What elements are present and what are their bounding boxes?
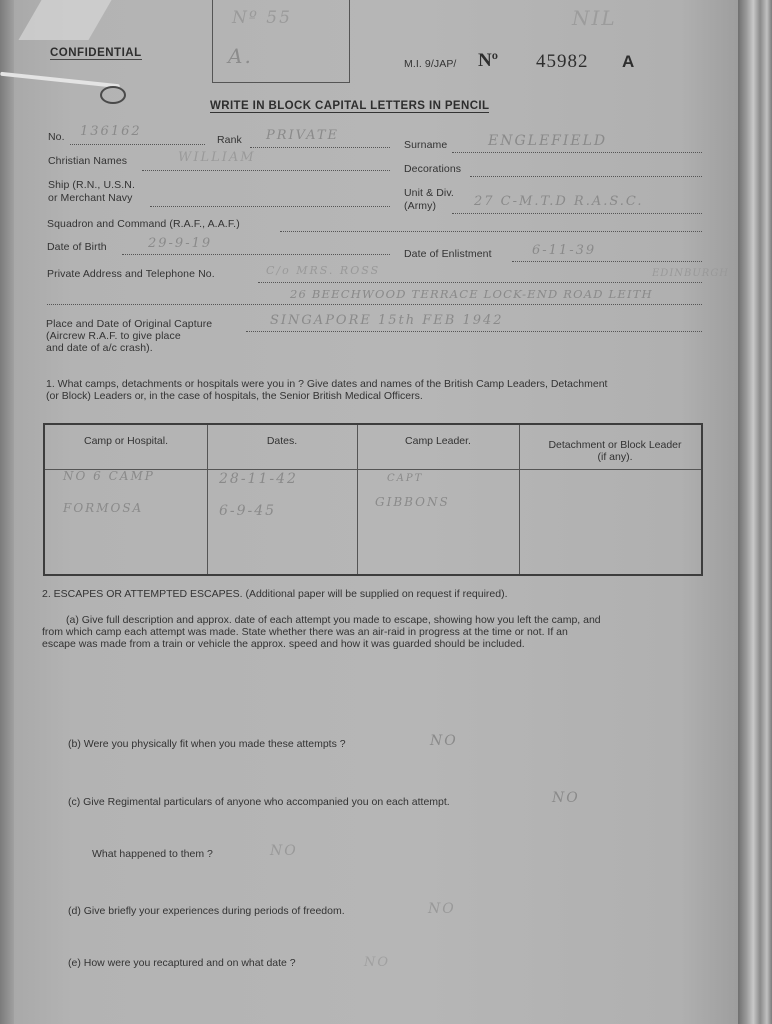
dob-label: Date of Birth — [47, 241, 107, 253]
dob-line — [122, 254, 390, 255]
instruction-heading: WRITE IN BLOCK CAPITAL LETTERS IN PENCIL — [210, 100, 490, 112]
confidential-label: CONFIDENTIAL — [50, 47, 142, 59]
capture-value: SINGAPORE 15th FEB 1942 — [270, 313, 504, 328]
question-2a-line-3: escape was made from a train or vehicle the approx. speed and how it was guarded should be included. — [42, 638, 525, 650]
form-number: 45982 — [536, 51, 589, 72]
decorations-label: Decorations — [404, 163, 462, 175]
table-cell: FORMOSA — [63, 501, 144, 515]
form-suffix: A — [622, 52, 635, 71]
table-divider — [357, 425, 358, 574]
address-city: EDINBURGH — [652, 268, 730, 279]
table-divider — [519, 425, 520, 574]
rank-value: PRIVATE — [266, 128, 340, 143]
number-symbol: Nº — [478, 50, 498, 71]
question-2d-answer: NO — [428, 901, 456, 917]
table-header: Dates. — [266, 435, 298, 447]
question-2a-line-1: (a) Give full description and approx. date of each attempt you made to escape, showing how you left the camp, and — [66, 614, 601, 626]
christian-names-label: Christian Names — [48, 155, 128, 167]
unit-line — [452, 213, 702, 214]
squadron-line — [280, 231, 702, 232]
stamp-text: Nº 55 — [232, 8, 292, 28]
enlistment-label: Date of Enlistment — [404, 248, 492, 260]
ship-label-1: Ship (R.N., U.S.N. — [48, 179, 135, 191]
table-cell: 28-11-42 — [219, 471, 298, 487]
rank-line — [250, 147, 390, 148]
capture-label-1: Place and Date of Original Capture — [46, 318, 213, 330]
address-line-2 — [47, 304, 702, 305]
dob-value: 29-9-19 — [148, 236, 213, 251]
table-cell: GIBBONS — [375, 495, 450, 509]
stacked-pages-edge — [738, 0, 772, 1024]
christian-names-line — [142, 170, 390, 171]
no-value: 136162 — [80, 124, 142, 139]
capture-line — [246, 331, 702, 332]
question-1-line-2: (or Block) Leaders or, in the case of hospitals, the Senior British Medical Officers. — [46, 390, 423, 402]
no-label: No. — [48, 131, 65, 143]
question-2c: (c) Give Regimental particulars of anyone who accompanied you on each attempt. — [68, 796, 450, 808]
table-cell: 6-9-45 — [219, 503, 277, 519]
address-value-2: 26 BEECHWOOD TERRACE LOCK-END ROAD LEITH — [290, 287, 653, 301]
enlistment-value: 6-11-39 — [532, 243, 597, 258]
question-2c-followup-answer: NO — [270, 843, 298, 859]
form-code: M.I. 9/JAP/ — [404, 58, 457, 70]
stamp-letter: A. — [228, 44, 253, 68]
ship-label-2: or Merchant Navy — [48, 192, 133, 204]
address-label: Private Address and Telephone No. — [47, 268, 215, 280]
question-1-line-1: 1. What camps, detachments or hospitals were you in ? Give dates and names of the British Camp Leaders, Detachment — [46, 378, 608, 390]
rank-label: Rank — [217, 134, 242, 146]
table-cell: CAPT — [387, 473, 424, 484]
table-header: Camp Leader. — [405, 435, 471, 447]
left-page-edge — [0, 0, 14, 1024]
unit-label-2: (Army) — [404, 200, 437, 212]
question-2c-answer: NO — [552, 790, 580, 806]
table-cell: NO 6 CAMP — [63, 469, 155, 483]
question-2d: (d) Give briefly your experiences during periods of freedom. — [68, 905, 345, 917]
string-knot — [100, 86, 126, 104]
enlistment-line — [512, 261, 702, 262]
capture-label-3: and date of a/c crash). — [46, 342, 153, 354]
table-header: Camp or Hospital. — [83, 435, 169, 447]
camps-table — [43, 423, 703, 576]
decorations-line — [470, 176, 702, 177]
unit-label-1: Unit & Div. — [404, 187, 454, 199]
surname-line — [452, 152, 702, 153]
capture-label-2: (Aircrew R.A.F. to give place — [46, 330, 181, 342]
ship-line — [150, 206, 390, 207]
surname-value: ENGLEFIELD — [488, 133, 608, 149]
question-2e: (e) How were you recaptured and on what date ? — [68, 957, 296, 969]
table-divider — [207, 425, 208, 574]
address-value-1: C/o MRS. ROSS — [266, 264, 381, 277]
unit-value: 27 C-M.T.D R.A.S.C. — [474, 194, 644, 209]
surname-label: Surname — [404, 139, 448, 151]
question-2b-answer: NO — [430, 733, 458, 749]
question-2a-line-2: from which camp each attempt was made. State whether there was an air-raid in progress at the time or not. If an — [42, 626, 568, 638]
squadron-label: Squadron and Command (R.A.F., A.A.F.) — [47, 218, 240, 230]
question-2e-answer: NO — [364, 955, 391, 970]
christian-names-value: WILLIAM — [178, 150, 256, 165]
no-line — [70, 144, 205, 145]
table-header: Detachment or Block Leader (if any). — [548, 439, 682, 463]
question-2c-followup: What happened to them ? — [92, 848, 213, 860]
question-2-title: 2. ESCAPES OR ATTEMPTED ESCAPES. (Additional paper will be supplied on request if required). — [42, 588, 508, 600]
address-line-1 — [258, 282, 702, 283]
question-2b: (b) Were you physically fit when you made these attempts ? — [68, 738, 346, 750]
corner-note: NIL — [572, 6, 617, 30]
